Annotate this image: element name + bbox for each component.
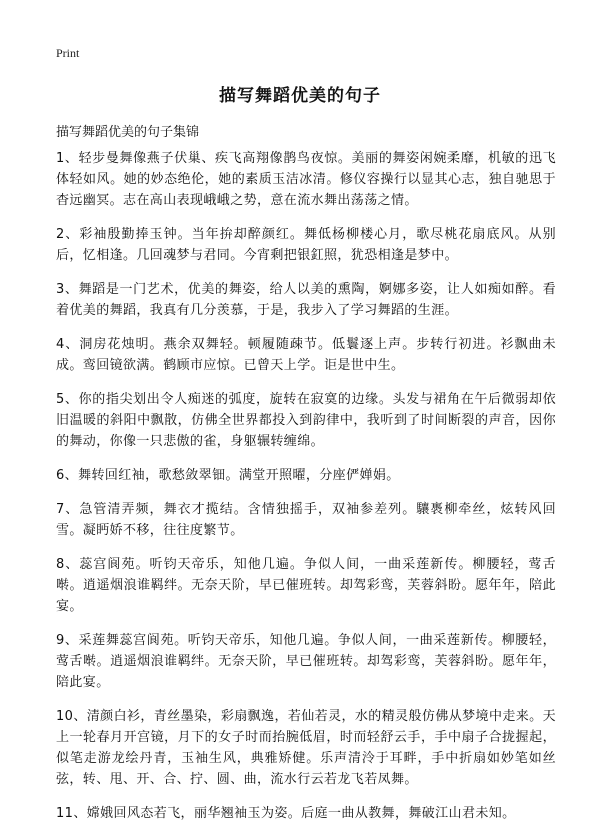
paragraph: 2、彩袖殷勤捧玉钟。当年拚却醉颜红。舞低杨柳楼心月，歌尽桃花扇底风。从别后，忆相逢。几回魂梦与君同。今宵剩把银釭照，犹恐相逢是梦中。: [56, 227, 556, 263]
paragraph: 11、嫦娥回风态若飞，丽华翘袖玉为姿。后庭一曲从教舞，舞破江山君未知。: [56, 806, 516, 821]
paragraph: 5、你的指尖划出令人痴迷的弧度，旋转在寂寞的边缘。头发与裙角在午后微弱却依旧温暖的斜阳中飘散，仿佛全世界都投入到韵律中，我听到了时间断裂的声音，因你的舞动，你像一只悲傲的雀，身躯辗转缠绵。: [56, 392, 556, 449]
page-title: 描写舞蹈优美的句子: [219, 86, 381, 106]
paragraph: 10、清颜白衫，青丝墨染，彩扇飘逸，若仙若灵，水的精灵般仿佛从梦境中走来。天上一轮春月开宫镜，月下的女子时而抬腕低眉，时而轻舒云手，手中扇子合拢握起，似笔走游龙绘丹青，玉袖生风，典雅矫健。乐声清泠于耳畔，手中折扇如妙笔如丝弦，转、甩、开、合、拧、圆、曲，流水行云若龙飞若凤舞。: [56, 709, 556, 787]
paragraph: 6、舞转回红袖，歌愁敛翠钿。满堂开照曜，分座俨婵娟。: [56, 468, 400, 483]
paragraph: 4、洞房花烛明。燕余双舞轻。顿履随疎节。低鬟逐上声。步转行初进。衫飘曲未成。鸾回镜欲满。鹤顾市应惊。已曾天上学。讵是世中生。: [56, 337, 556, 373]
paragraph: 8、蕊宫阆苑。听钧天帝乐，知他几遍。争似人间，一曲采莲新传。柳腰轻，莺舌啭。逍遥烟浪谁羁绊。无奈天阶，早已催班转。却驾彩鸾，芙蓉斜盼。愿年年，陪此宴。: [56, 557, 556, 614]
page-subtitle: 描写舞蹈优美的句子集锦: [56, 125, 200, 140]
print-link[interactable]: Print: [56, 46, 80, 60]
paragraph-list: [56, 148, 556, 837]
paragraph: 1、轻步曼舞像燕子伏巢、疾飞高翔像鹊鸟夜惊。美丽的舞姿闲婉柔靡，机敏的迅飞体轻如风。她的妙态绝伦，她的素质玉洁冰清。修仪容操行以显其心志，独自驰思于杳远幽冥。志在高山表现峨峨之势，意在流水舞出荡荡之情。: [56, 151, 556, 208]
paragraph: 3、舞蹈是一门艺术，优美的舞姿，给人以美的熏陶，婀娜多姿，让人如痴如醉。看着优美的舞蹈，我真有几分羡慕，于是，我步入了学习舞蹈的生涯。: [56, 282, 556, 318]
paragraph: 9、采莲舞蕊宫阆苑。听钧天帝乐，知他几遍。争似人间，一曲采莲新传。柳腰轻，莺舌啭。逍遥烟浪谁羁绊。无奈天阶，早已催班转。却驾彩鸾，芙蓉斜盼。愿年年，陪此宴。: [56, 633, 556, 690]
paragraph: 7、急管清弄频，舞衣才揽结。含情独摇手，双袖参差列。驤褭柳牵丝，炫转风回雪。凝眄娇不移，往往度繁节。: [56, 502, 556, 538]
